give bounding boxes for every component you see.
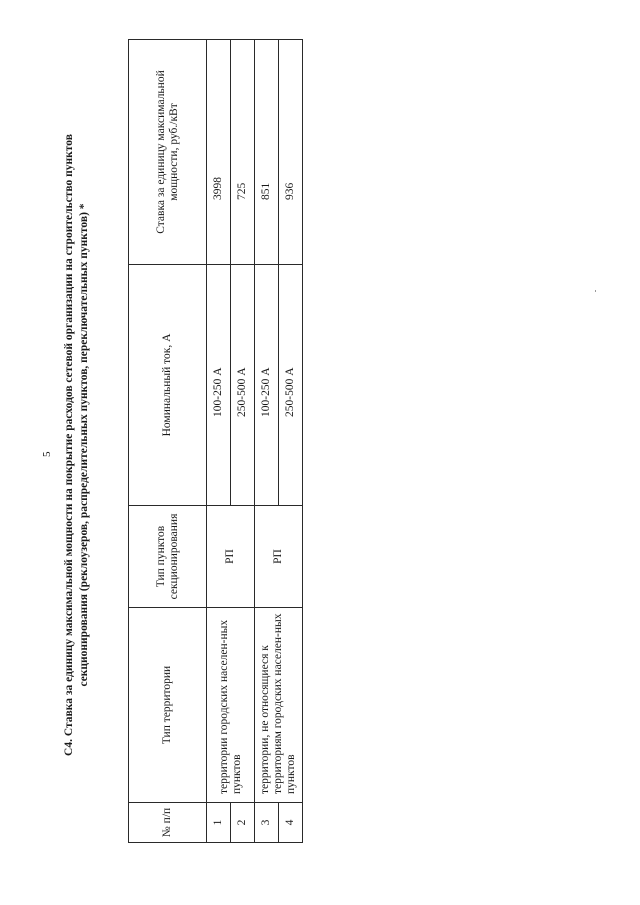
cell-point-type: РП xyxy=(207,506,255,608)
table-title xyxy=(62,55,92,835)
page-number: 5 xyxy=(41,451,53,457)
cell-territory: территории, не относящиеся к территориям городских населен-ных пунктов xyxy=(255,608,303,803)
cell-rate: 3998 xyxy=(207,40,231,265)
cell-rate: 725 xyxy=(231,40,255,265)
rates-table xyxy=(128,39,303,843)
header-territory: Тип территории xyxy=(129,608,207,803)
cell-num: 3 xyxy=(255,803,279,843)
table-header-row xyxy=(129,40,207,843)
table-row xyxy=(255,40,279,843)
header-current: Номинальный ток, А xyxy=(129,265,207,506)
cell-current: 100-250 А xyxy=(255,265,279,506)
title-line-1: C4. Ставка за единицу максимальной мощности на покрытие расходов сетевой организации на строительство пунктов xyxy=(63,134,75,756)
cell-current: 250-500 А xyxy=(231,265,255,506)
header-rate: Ставка за единицу максимальной мощности, руб./кВт xyxy=(129,40,207,265)
cell-num: 1 xyxy=(207,803,231,843)
cell-rate: 851 xyxy=(255,40,279,265)
scan-artifact xyxy=(595,290,596,292)
cell-current: 250-500 А xyxy=(279,265,303,506)
cell-territory: территории городских населен-ных пунктов xyxy=(207,608,255,803)
cell-num: 2 xyxy=(231,803,255,843)
title-line-2: секционирования (реклоузеров, распределительных пунктов, переключательных пунктов) * xyxy=(78,203,90,687)
header-point-type: Тип пунктов секционирования xyxy=(129,506,207,608)
cell-current: 100-250 А xyxy=(207,265,231,506)
cell-rate: 936 xyxy=(279,40,303,265)
header-num: № п/п xyxy=(129,803,207,843)
table-row xyxy=(207,40,231,843)
cell-num: 4 xyxy=(279,803,303,843)
cell-point-type: РП xyxy=(255,506,303,608)
